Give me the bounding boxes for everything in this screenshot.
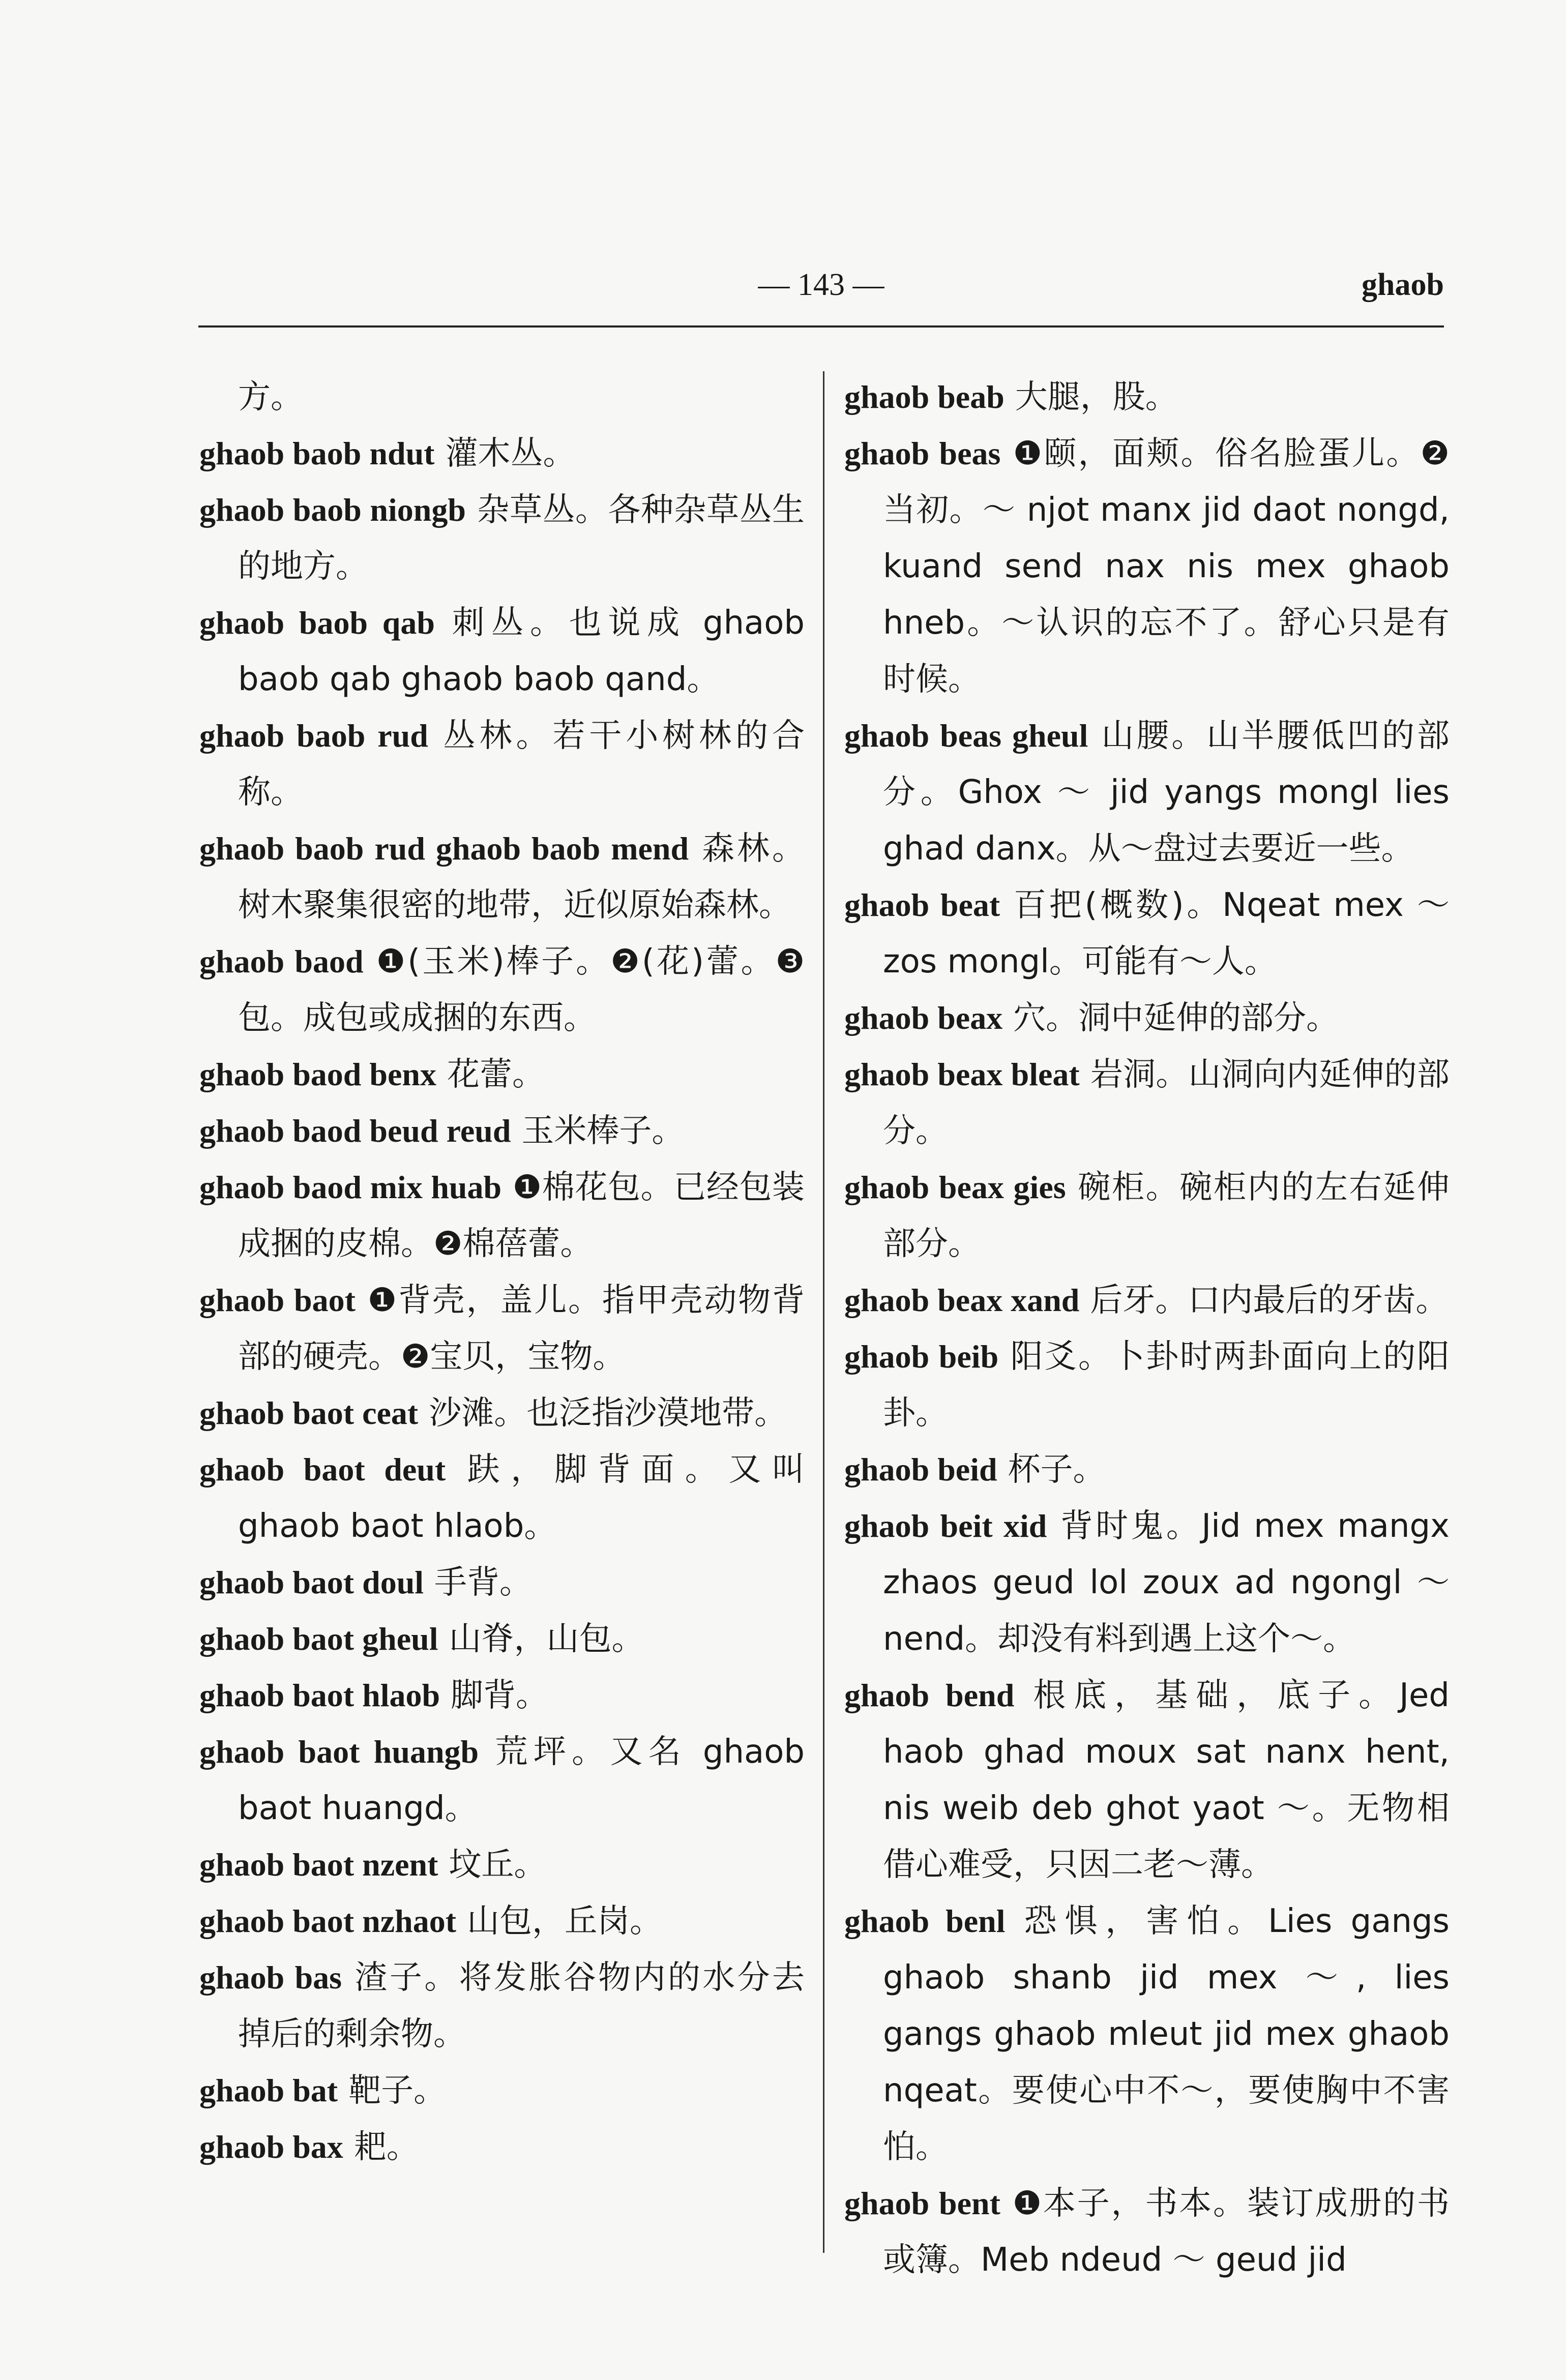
entry-definition: 百把(概数)。Nqeat mex ～ zos mongl。可能有～人。 [883,886,1450,980]
entry-definition: 玉米棒子。 [521,1112,685,1150]
entry-definition: 丛林。若干小树林的合称。 [238,717,805,811]
dictionary-entry [199,1159,805,1272]
entry-definition: 趺，脚背面。又叫 ghaob baot hlaob。 [238,1451,805,1545]
column-divider [823,371,824,2253]
entry-definition: 穴。洞中延伸的部分。 [1013,999,1339,1037]
dictionary-entry [199,1836,805,1893]
entry-definition: 花蕾。 [447,1056,545,1093]
entry-headword: ghaob baob rud [199,718,428,754]
entry-definition: 山包，丘岗。 [466,1902,662,1940]
entry-definition: 山脊，山包。 [449,1620,644,1658]
entry-headword: ghaob baot deut [199,1451,446,1488]
dictionary-entry [199,482,805,594]
entry-headword: ghaob baod mix huab [199,1169,502,1205]
entry-headword: ghaob beid [844,1451,997,1488]
dictionary-entry [844,425,1450,707]
dictionary-entry [199,1949,805,2062]
entry-headword: ghaob beat [844,887,1000,923]
entry-definition: 灌木丛。 [445,435,576,472]
entry-headword: ghaob bax [199,2129,343,2165]
dictionary-entry [199,1893,805,1949]
entry-headword: ghaob benl [844,1903,1006,1939]
entry-headword: ghaob baot [199,1282,356,1318]
entry-definition: 根底，基础，底子。Jed haob ghad moux sat nanx hent, nis weib deb ghot yaot ～。无物相借心难受，只因二老～薄。 [883,1677,1450,1884]
entry-definition: 后牙。口内最后的牙齿。 [1090,1282,1449,1319]
entry-headword: ghaob beax bleat [844,1056,1080,1092]
dictionary-entry [199,1103,805,1159]
entry-definition: 山腰。山半腰低凹的部分。Ghox ～ jid yangs mongl lies ghad danx。从～盘过去要近一些。 [883,717,1450,868]
entry-definition: 靶子。 [348,2072,447,2109]
entry-headword: ghaob beas gheul [844,718,1088,754]
entry-definition: ❶背壳，盖儿。指甲壳动物背部的硬壳。❷宝贝，宝物。 [238,1282,805,1376]
dictionary-entry [199,1385,805,1441]
dictionary-entry [199,1554,805,1611]
entry-headword: ghaob beab [844,379,1004,415]
entry-definition: 坟丘。 [449,1846,547,1884]
entry-headword: ghaob beit xid [844,1508,1047,1544]
entry-headword: ghaob beax [844,1000,1003,1036]
entry-headword: ghaob baot hlaob [199,1677,440,1713]
dictionary-entry [199,1441,805,1554]
entry-headword: ghaob baot nzhaot [199,1903,456,1939]
dictionary-entry [844,2175,1450,2288]
dictionary-entry [844,1893,1450,2175]
entry-headword: ghaob baob rud ghaob baob mend [199,830,689,867]
entry-headword: ghaob beas [844,435,1001,471]
entry-headword: ghaob baod [199,943,364,979]
entry-definition: ❶本子，书本。装订成册的书或簿。Meb ndeud ～ geud jid [883,2185,1450,2279]
dictionary-entry [199,425,805,482]
entry-headword: ghaob beax xand [844,1282,1080,1318]
dictionary-entry [844,369,1450,425]
entry-headword: ghaob baob ndut [199,435,435,471]
dictionary-entry [844,1272,1450,1328]
entry-definition: 刺丛。也说成 ghaob baob qab ghaob baob qand。 [238,604,805,698]
dictionary-entry [199,707,805,820]
dictionary-entry [844,1159,1450,1272]
dictionary-entry [844,1667,1450,1893]
entry-definition: 脚背。 [451,1677,549,1714]
page-header [198,264,1444,305]
dictionary-entry [844,877,1450,990]
entry-headword: ghaob bat [199,2072,338,2108]
guide-word: ghaob [1362,267,1444,302]
entry-definition: 方。 [238,378,303,416]
dictionary-entry [199,2062,805,2119]
dictionary-entry [844,1328,1450,1441]
entry-definition: 大腿，股。 [1015,378,1178,416]
dictionary-entry [844,707,1450,877]
entry-headword: ghaob bend [844,1677,1015,1713]
dictionary-entry [844,1441,1450,1498]
dictionary-entry [199,1667,805,1723]
entry-definition: ❶颐，面颊。俗名脸蛋儿。❷当初。～ njot manx jid daot nongd, kuand send nax nis mex ghaob hneb。～认识的忘不了。舒心只是有时候。 [883,435,1450,698]
entry-definition: 耙。 [353,2128,419,2166]
entry-definition: 杯子。 [1008,1451,1106,1489]
dictionary-entry [844,1046,1450,1159]
entry-definition: 沙滩。也泛指沙漠地带。 [429,1394,787,1432]
dictionary-entry [844,1498,1450,1667]
entry-headword: ghaob bas [199,1959,342,1996]
entry-headword: ghaob baod beud reud [199,1113,511,1149]
entry-definition: 恐惧，害怕。Lies gangs ghaob shanb jid mex ～, lies gangs ghaob mleut jid mex ghaob nqeat。要使心中不～，要使胸中不害怕。 [883,1902,1450,2166]
entry-headword: ghaob baod benx [199,1056,436,1092]
entry-headword: ghaob beib [844,1338,999,1375]
dictionary-entry [199,2119,805,2175]
entry-headword: ghaob baot doul [199,1564,424,1600]
entry-headword: ghaob bent [844,2185,1000,2221]
dictionary-entry [199,1723,805,1836]
entry-headword: ghaob baob qab [199,605,435,641]
dictionary-entry [199,820,805,933]
entry-definition: 杂草丛。各种杂草丛生的地方。 [238,491,805,585]
page-number: — 143 — [758,267,884,302]
entry-definition: 背时鬼。Jid mex mangx zhaos geud lol zoux ad ngongl ～ nend。却没有料到遇上这个～。 [883,1507,1450,1658]
dictionary-entry [199,1046,805,1103]
entry-definition: 荒坪。又名 ghaob baot huangd。 [238,1733,805,1827]
entry-definition: 岩洞。山洞向内延伸的部分。 [883,1056,1450,1150]
entry-headword: ghaob baot gheul [199,1621,438,1657]
entry-definition: 森林。树木聚集很密的地带，近似原始森林。 [238,830,805,924]
entry-definition: 碗柜。碗柜内的左右延伸部分。 [883,1169,1450,1263]
entry-headword: ghaob baot huangb [199,1734,479,1770]
entry-definition: 渣子。将发胀谷物内的水分去掉后的剩余物。 [238,1959,805,2053]
header-rule [198,325,1444,328]
dictionary-entry [199,933,805,1046]
dictionary-entry [199,369,805,425]
right-column [844,369,1450,2288]
entry-headword: ghaob baob niongb [199,492,466,528]
entry-definition: ❶(玉米)棒子。❷(花)蕾。❸包。成包或成捆的东西。 [238,943,805,1037]
dictionary-entry [199,1611,805,1667]
dictionary-entry [844,990,1450,1046]
left-column [199,369,805,2175]
entry-definition: ❶棉花包。已经包装成捆的皮棉。❷棉蓓蕾。 [238,1169,805,1263]
entry-definition: 手背。 [434,1564,533,1601]
entry-headword: ghaob beax gies [844,1169,1066,1205]
entry-headword: ghaob baot nzent [199,1847,438,1883]
dictionary-entry [199,594,805,707]
entry-headword: ghaob baot ceat [199,1395,419,1431]
dictionary-entry [199,1272,805,1385]
entry-definition: 阳爻。卜卦时两卦面向上的阳卦。 [883,1338,1450,1432]
